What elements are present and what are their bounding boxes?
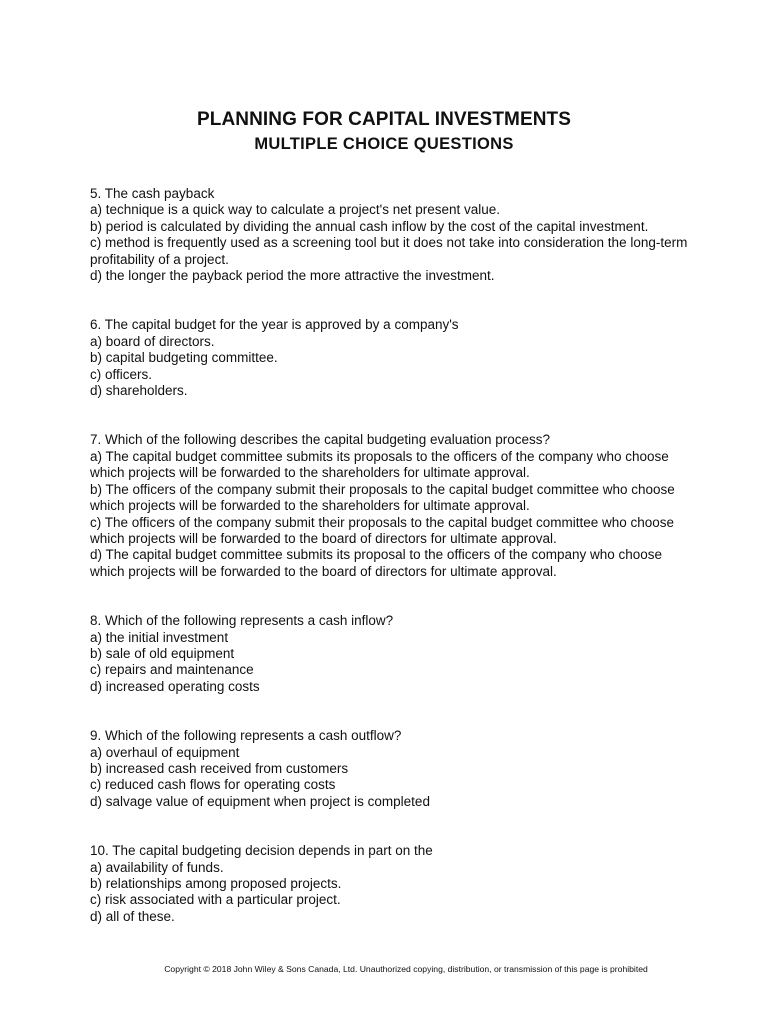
question-stem: 10. The capital budgeting decision depends in part on the (90, 843, 433, 859)
answer-option-a: a) availability of funds. (90, 859, 224, 875)
question-6 (90, 317, 690, 399)
copyright-footer (0, 964, 768, 974)
answer-option-a: a) board of directors. (90, 333, 215, 349)
question-7 (90, 432, 690, 580)
question-stem: 5. The cash payback (90, 186, 215, 201)
answer-option-b: b) increased cash received from customers (90, 760, 349, 776)
question-10 (90, 843, 690, 925)
answer-option-b: b) The officers of the company submit their proposals to the capital budget committee who choose which projects will be forwarded to the shareholders for ultimate approval. (90, 481, 675, 514)
answer-option-b: b) capital budgeting committee. (90, 350, 278, 366)
page-title: PLANNING FOR CAPITAL INVESTMENTS (196, 109, 572, 130)
answer-option-c: c) method is frequently used as a screening tool but it does not take into consideration the long-term profitability of a project. (90, 235, 688, 267)
question-stem: 7. Which of the following describes the capital budgeting evaluation process? (90, 432, 551, 448)
answer-option-d: d) salvage value of equipment when project is completed (90, 793, 430, 809)
answer-option-a: a) technique is a quick way to calculate a project's net present value. (90, 202, 501, 218)
page-subtitle: MULTIPLE CHOICE QUESTIONS (254, 135, 514, 153)
answer-option-d: d) the longer the payback period the more attractive the investment. (90, 268, 495, 284)
answer-option-c: c) risk associated with a particular project. (90, 892, 341, 908)
answer-option-a: a) The capital budget committee submits its proposals to the officers of the company who choose which projects will be forwarded to the shareholders for ultimate approval. (90, 448, 669, 481)
answer-option-c: c) reduced cash flows for operating costs (90, 777, 336, 793)
question-stem: 6. The capital budget for the year is approved by a company's (90, 317, 459, 333)
question-list (90, 186, 690, 958)
answer-option-b: b) sale of old equipment (90, 645, 235, 661)
answer-option-d: d) shareholders. (90, 383, 188, 399)
answer-option-b: b) period is calculated by dividing the annual cash inflow by the cost of the capital investment. (90, 218, 649, 234)
question-8 (90, 613, 690, 695)
answer-option-d: d) increased operating costs (90, 678, 260, 694)
answer-option-a: a) the initial investment (90, 629, 229, 645)
answer-option-c: c) The officers of the company submit their proposals to the capital budget committee who choose which projects will be forwarded to the board of directors for ultimate approval. (90, 514, 675, 546)
question-9 (90, 728, 690, 810)
question-stem: 9. Which of the following represents a cash outflow? (90, 728, 402, 744)
answer-option-d: d) all of these. (90, 908, 175, 924)
answer-option-b: b) relationships among proposed projects. (90, 876, 342, 891)
answer-option-d: d) The capital budget committee submits its proposal to the officers of the company who choose which projects will be forwarded to the board of directors for ultimate approval. (90, 547, 663, 579)
question-5 (90, 186, 690, 284)
answer-option-c: c) officers. (90, 366, 153, 382)
answer-option-c: c) repairs and maintenance (90, 662, 254, 678)
copyright-text: Copyright © 2018 John Wiley & Sons Canada, Ltd. Unauthorized copying, distribution, or transmission of this page is prohibited (164, 964, 648, 974)
answer-option-a: a) overhaul of equipment (90, 744, 240, 760)
question-stem: 8. Which of the following represents a cash inflow? (90, 613, 394, 629)
